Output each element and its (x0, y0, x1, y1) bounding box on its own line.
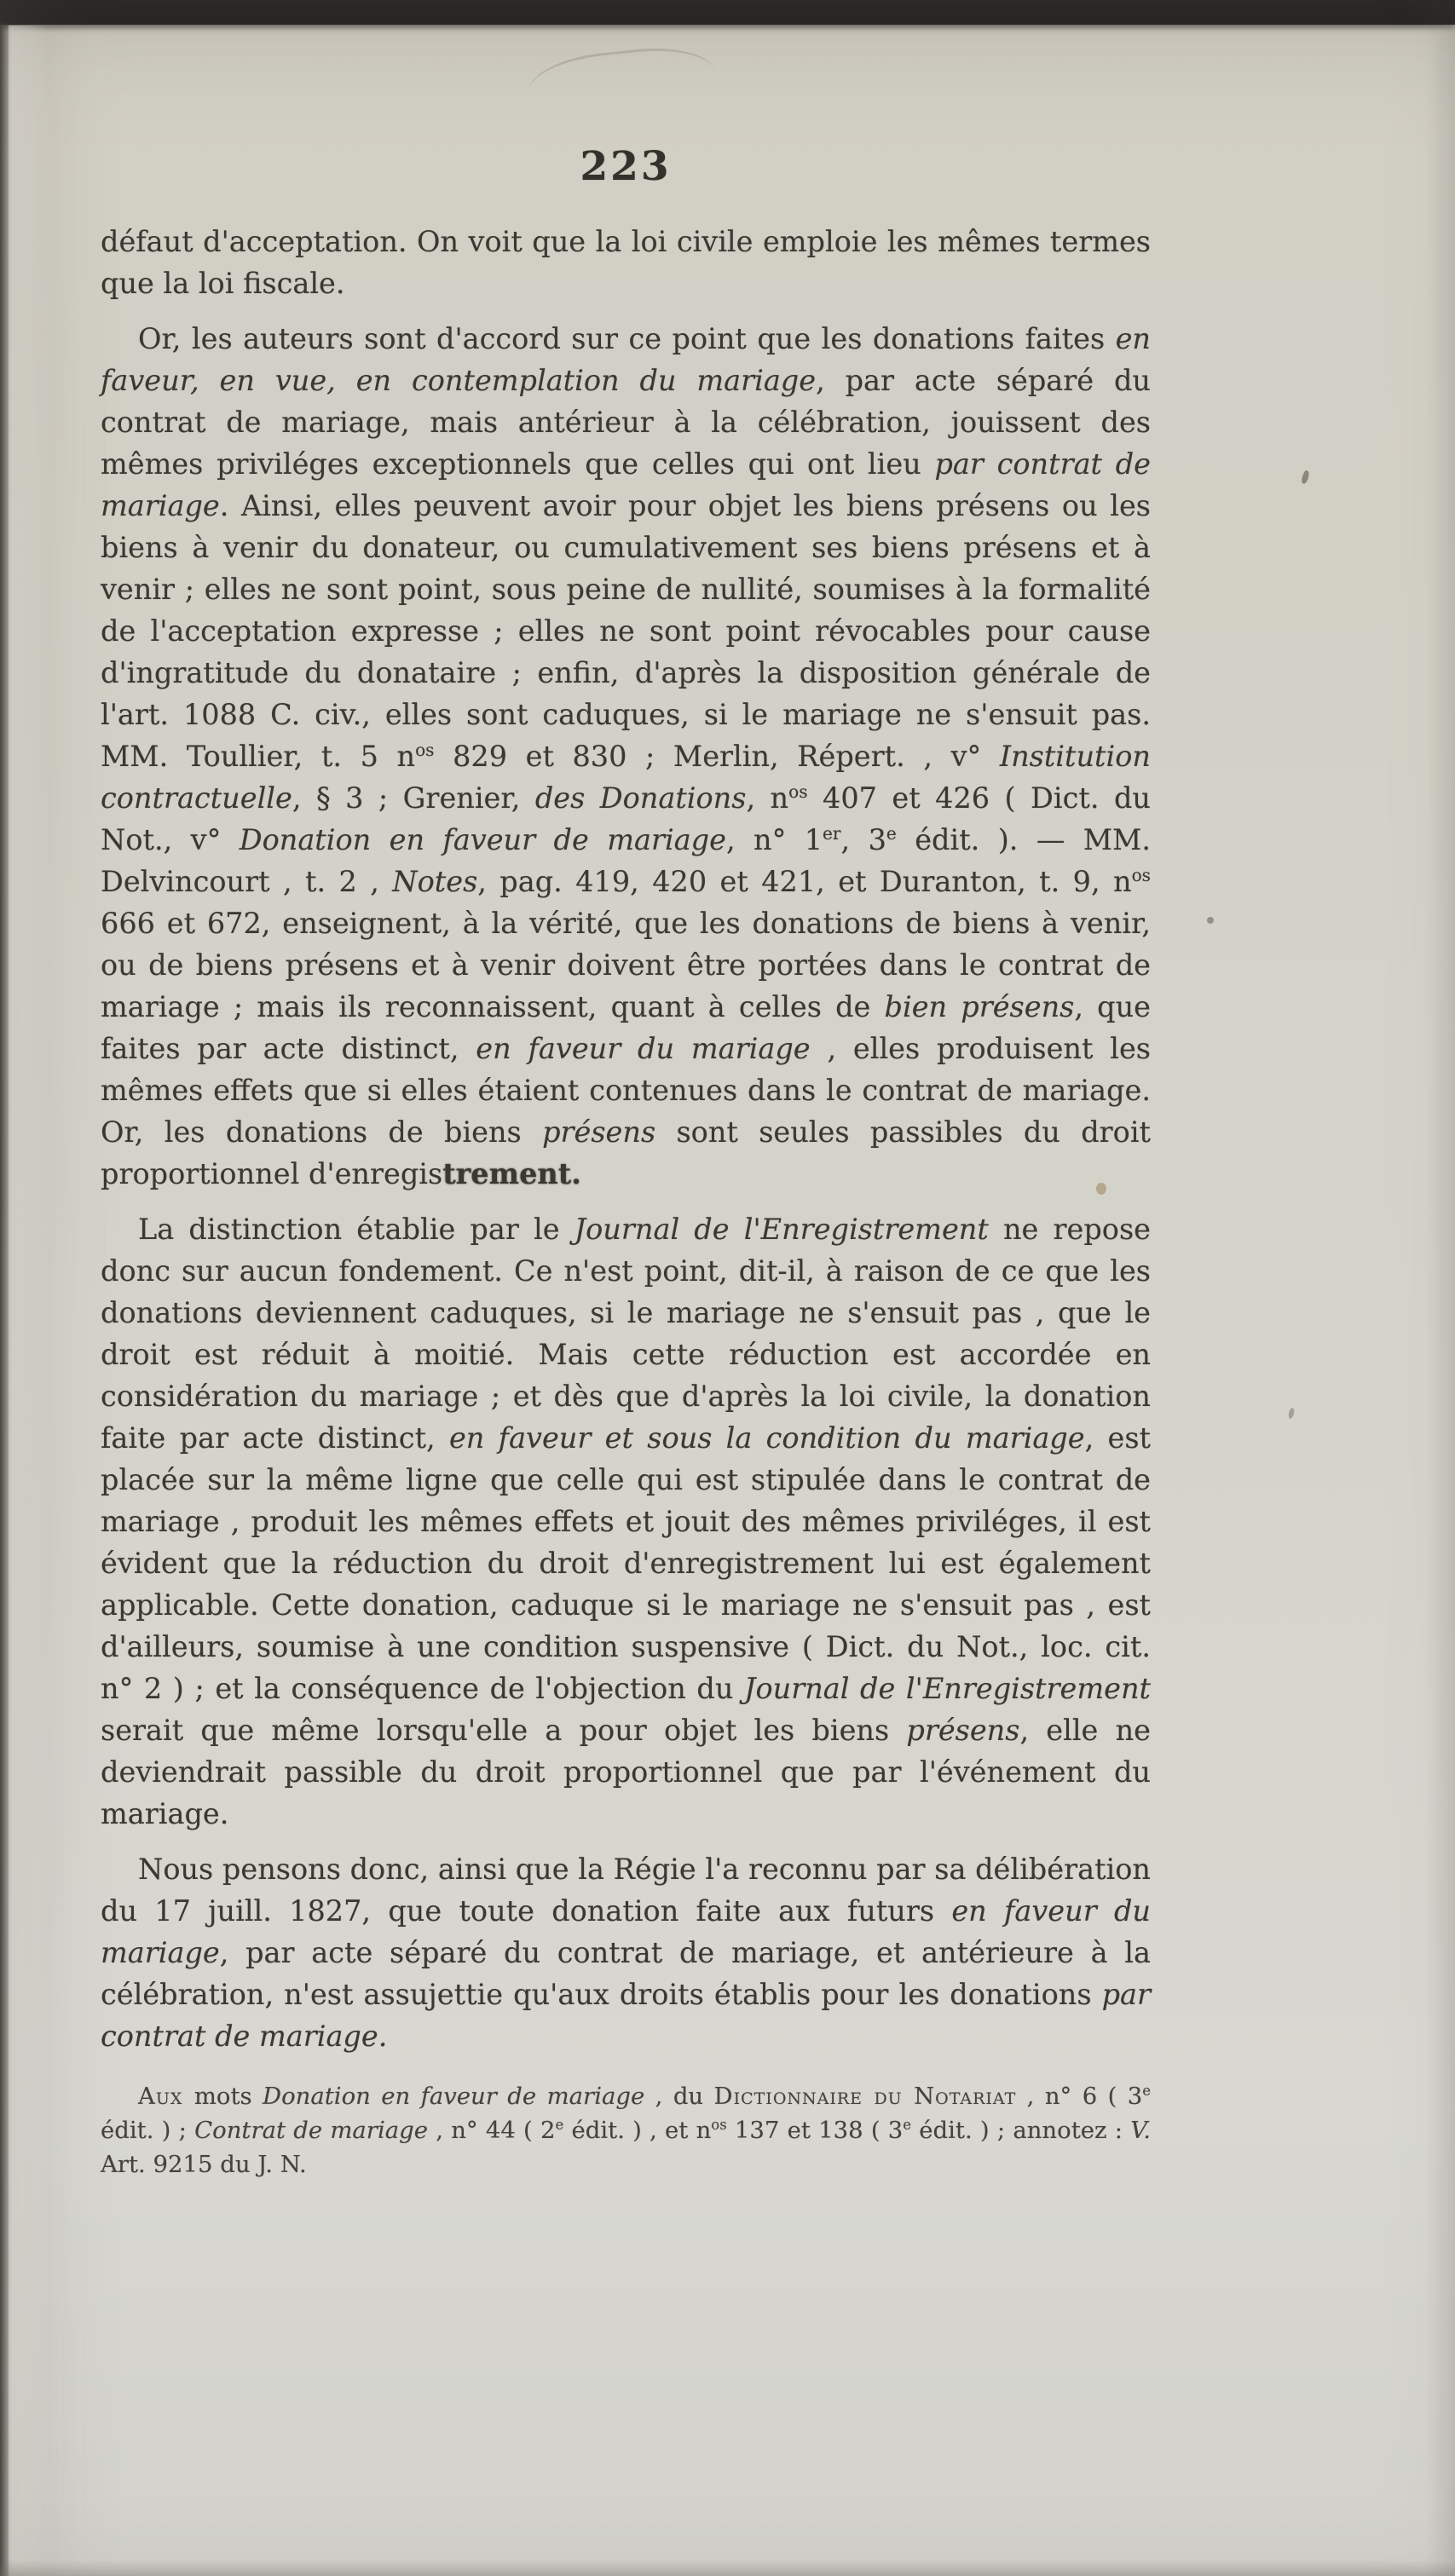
paragraph-conclusion: Nous pensons donc, ainsi que la Régie l'a reconnu par sa délibération du 17 juill. 1827, que toute donation faite aux futurs en faveur du mariage, par acte séparé du contrat de mariage, et antérieure à la célébration, n'est assujettie qu'aux droits établis pour les donations par contrat de mariage. (101, 1853, 1151, 2053)
paragraph-donations-rules: Or, les auteurs sont d'accord sur ce point que les donations faites en faveur, en vue, en contemplation du mariage, par acte séparé du contrat de mariage, mais antérieur à la célébration, jouissent des mêmes priviléges exceptionnels que celles qui ont lieu par contrat de mariage. Ainsi, elles peuvent avoir pour objet les biens présens ou les biens à venir du donateur, ou cumulativement ses biens présens et à venir ; elles ne sont point, sous peine de nullité, soumises à la formalité de l'acceptation expresse ; elles ne sont point révocables pour cause d'ingratitude du donataire ; enfin, d'après la disposition générale de l'art. 1088 C. civ., elles sont caduques, si le mariage ne s'ensuit pas. MM. Toullier, t. 5 $n^{os}$ 829 et 830 ; Merlin, Répert. , v° Institution contractuelle, § 3 ; Grenier, des Donations, $n^{os}$ 407 et 426 ( Dict. du Not., v° Donation en faveur de mariage, n° 1er, 3e édit. ). — MM. Delvincourt , t. 2 , Notes, pag. 419, 420 et 421, et Duranton, t. 9, $n^{os}$ 666 et 672, enseignent, à la vérité, que les donations de biens à venir, ou de biens présens et à venir doivent être portées dans le contrat de mariage ; mais ils reconnaissent, quant à celles de bien présens, que faites par acte distinct, en faveur du mariage , elles produisent les mêmes effets que si elles étaient contenues dans le contrat de mariage. Or, les donations de biens présens sont seules passibles du droit proportionnel d'enregistrement. (101, 322, 1152, 1190)
page-speck (1301, 470, 1311, 484)
page-right-shadow (1426, 25, 1455, 2576)
footnote: Aux mots Donation en faveur de mariage , du Dictionnaire du Notariat , n° 6 ( 3e édit. ) ; Contrat de mariage , n° 44 ( 2e édit. ) , et $n^{os}$ 137 et 138 ( 3e édit. ) ; annotez : V. Art. 9215 du J. N. (101, 2082, 1151, 2178)
page-speck (1207, 917, 1214, 924)
page-left-edge-highlight (9, 26, 49, 2576)
page-smudge (526, 42, 719, 124)
page-number: 223 (580, 143, 672, 190)
page-speck (1288, 1407, 1296, 1419)
page-bottom-shadow (0, 2561, 1455, 2576)
page-content (101, 143, 1151, 2181)
photo-top-border (0, 0, 1455, 25)
paragraph-journal-objection: La distinction établie par le Journal de l'Enregistrement ne repose donc sur aucun fondement. Ce n'est point, dit-il, à raison de ce que les donations deviennent caduques, si le mariage ne s'ensuit pas , que le droit est réduit à moitié. Mais cette réduction est accordée en considération du mariage ; et dès que d'après la loi civile, la donation faite par acte distinct, en faveur et sous la condition du mariage, est placée sur la même ligne que celle qui est stipulée dans le contrat de mariage , produit les mêmes effets et jouit des mêmes priviléges, il est évident que la réduction du droit d'enregistrement lui est également applicable. Cette donation, caduque si le mariage ne s'ensuit pas , est d'ailleurs, soumise à une condition suspensive ( Dict. du Not., loc. cit. n° 2 ) ; et la conséquence de l'objection du Journal de l'Enregistrement serait que même lorsqu'elle a pour objet les biens présens, elle ne deviendrait passible du droit proportionnel que par l'événement du mariage. (101, 1213, 1151, 1830)
paragraph-continuation: défaut d'acceptation. On voit que la loi civile emploie les mêmes termes que la loi fiscale. (101, 225, 1151, 300)
